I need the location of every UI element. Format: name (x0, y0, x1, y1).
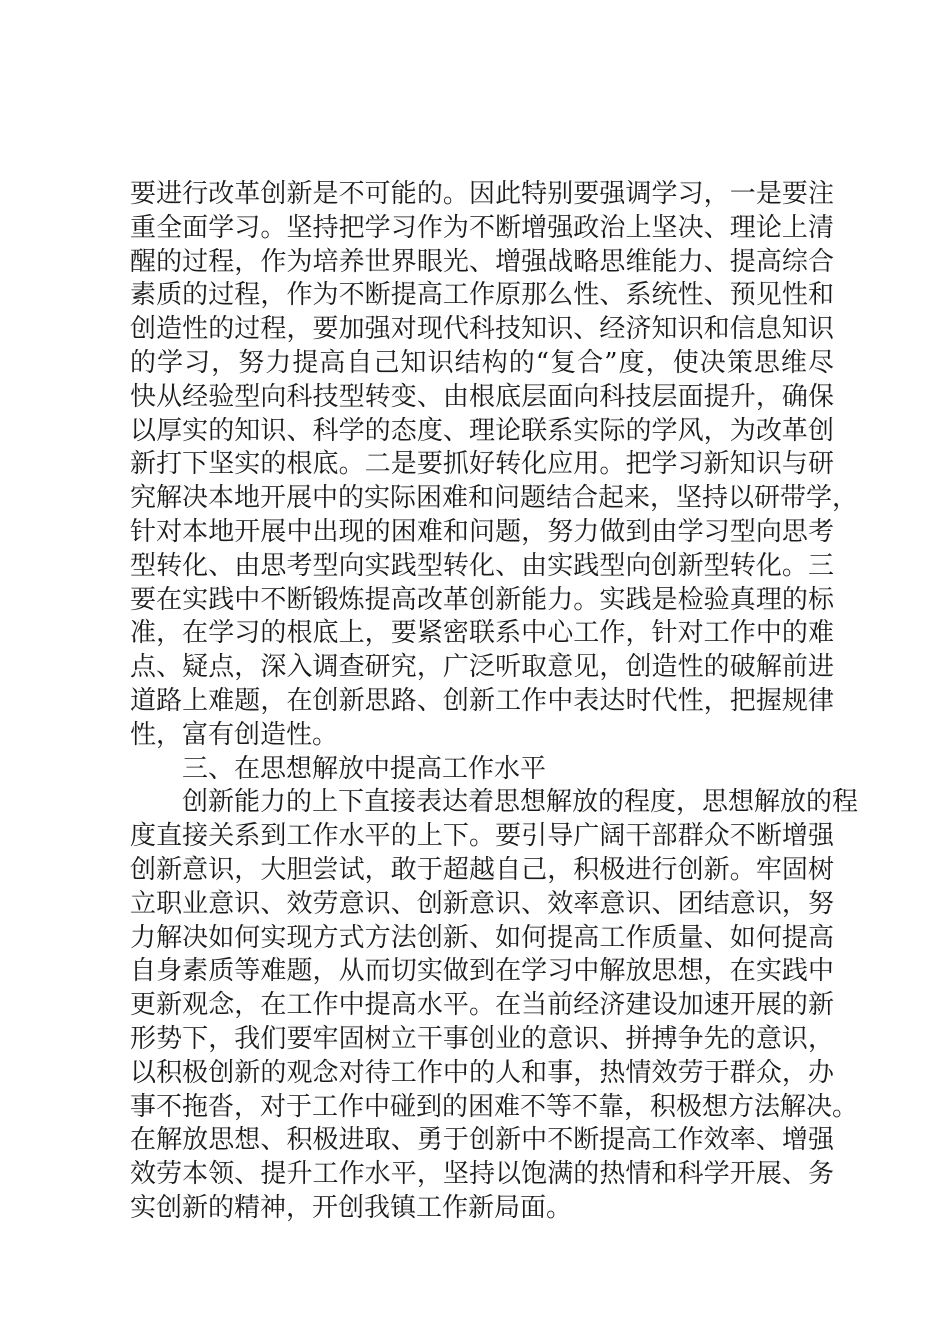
paragraph-1 (130, 178, 859, 753)
text-line: 性，富有创造性。 (130, 719, 339, 750)
text-line: 更新观念，在工作中提高水平。在当前经济建设加速开展的新 (130, 990, 834, 1021)
section-heading: 三、在思想解放中提高工作水平 (182, 753, 547, 784)
text-line: 自身素质等难题，从而切实做到在学习中解放思想，在实践中 (130, 956, 834, 987)
text-line: 新打下坚实的根底。二是要抓好转化应用。把学习新知识与研 (130, 449, 834, 480)
text-line: 重全面学习。坚持把学习作为不断增强政治上坚决、理论上清 (130, 212, 834, 243)
paragraph-2 (130, 786, 859, 1225)
text-line: 创新意识，大胆尝试，敢于超越自己，积极进行创新。牢固树 (130, 854, 834, 885)
text-line: 形势下，我们要牢固树立干事创业的意识、拼搏争先的意识， (130, 1023, 834, 1054)
text-line: 型转化、由思考型向实践型转化、由实践型向创新型转化。三 (130, 550, 834, 581)
text-line: 效劳本领、提升工作水平，坚持以饱满的热情和科学开展、务 (130, 1159, 834, 1190)
text-line: 究解决本地开展中的实际困难和问题结合起来，坚持以研带学， (130, 483, 859, 514)
text-line: 醒的过程，作为培养世界眼光、增强战略思维能力、提高综合 (130, 246, 834, 277)
text-line: 创造性的过程，要加强对现代科技知识、经济知识和信息知识 (130, 314, 834, 345)
text-line: 要在实践中不断锻炼提高改革创新能力。实践是检验真理的标 (130, 584, 834, 615)
text-line: 点、疑点，深入调查研究，广泛听取意见，创造性的破解前进 (130, 652, 834, 683)
text-line: 立职业意识、效劳意识、创新意识、效率意识、团结意识，努 (130, 888, 834, 919)
text-line: 的学习，努力提高自己知识结构的“复合”度，使决策思维尽 (130, 347, 834, 378)
text-line: 实创新的精神，开创我镇工作新局面。 (130, 1192, 573, 1223)
text-line: 道路上难题，在创新思路、创新工作中表达时代性，把握规律 (130, 685, 834, 716)
text-line: 要进行改革创新是不可能的。因此特别要强调学习，一是要注 (130, 179, 834, 209)
text-line: 快从经验型向科技型转变、由根底层面向科技层面提升，确保 (130, 381, 834, 412)
text-line: 素质的过程，作为不断提高工作原那么性、系统性、预见性和 (130, 280, 834, 311)
text-line: 以厚实的知识、科学的态度、理论联系实际的学风，为改革创 (130, 415, 834, 446)
text-line: 创新能力的上下直接表达着思想解放的程度，思想解放的程 (182, 787, 859, 818)
text-line: 在解放思想、积极进取、勇于创新中不断提高工作效率、增强 (130, 1125, 834, 1156)
text-line: 力解决如何实现方式方法创新、如何提高工作质量、如何提高 (130, 922, 834, 953)
text-line: 准，在学习的根底上，要紧密联系中心工作，针对工作中的难 (130, 618, 834, 649)
document-body (130, 178, 859, 1226)
text-line: 事不拖沓，对于工作中碰到的困难不等不靠，积极想方法解决。 (130, 1091, 859, 1122)
text-line: 度直接关系到工作水平的上下。要引导广阔干部群众不断增强 (130, 821, 834, 852)
text-line: 针对本地开展中出现的困难和问题，努力做到由学习型向思考 (130, 516, 834, 547)
text-line: 以积极创新的观念对待工作中的人和事，热情效劳于群众，办 (130, 1057, 834, 1088)
